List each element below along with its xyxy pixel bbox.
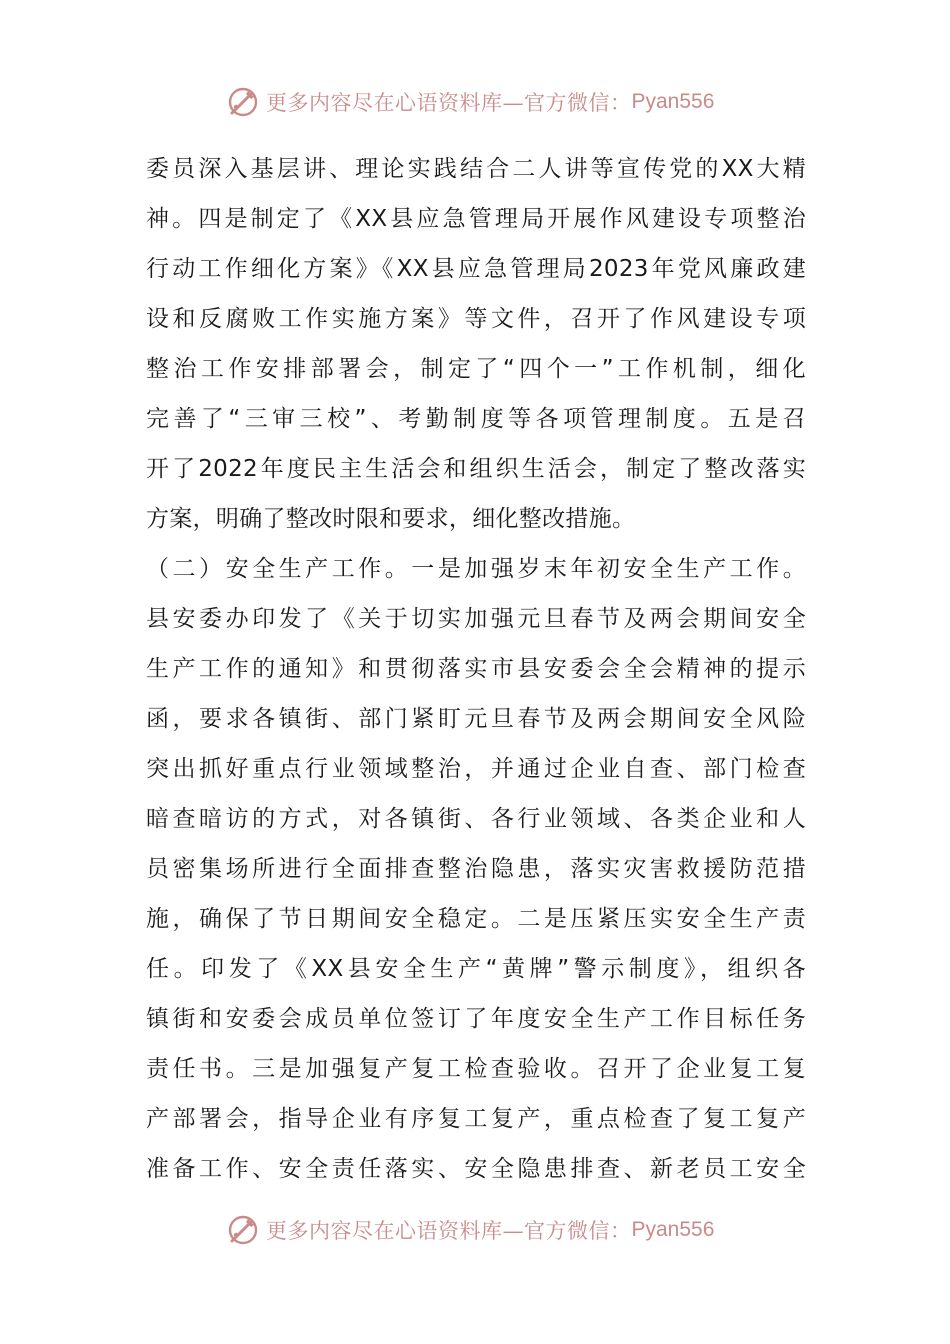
text-line: 开了2022年度民主生活会和组织生活会，制定了整改落实	[146, 456, 806, 482]
footer-watermark	[226, 1210, 714, 1250]
text-line: 产部署会，指导企业有序复工复产，重点检查了复工复产	[146, 1106, 806, 1132]
pen-logo-icon	[226, 85, 260, 119]
text-line: 任。印发了《XX县安全生产“黄牌”警示制度》，组织各	[146, 956, 806, 982]
text-line: 神。四是制定了《XX县应急管理局开展作风建设专项整治	[146, 206, 806, 232]
section-heading-line: （二）安全生产工作。一是加强岁末年初安全生产工作。	[146, 556, 806, 582]
watermark-text: 更多内容尽在心语资料库—官方微信：	[266, 91, 632, 115]
text-line: 暗查暗访的方式，对各镇街、各行业领域、各类企业和人	[146, 806, 806, 832]
header-watermark	[226, 82, 714, 122]
text-line: 完善了“三审三校”、考勤制度等各项管理制度。五是召	[146, 406, 806, 432]
text-line: 县安委办印发了《关于切实加强元旦春节及两会期间安全	[146, 606, 806, 632]
text-line: 施，确保了节日期间安全稳定。二是压紧压实安全生产责	[146, 906, 806, 932]
text-line: 镇街和安委会成员单位签订了年度安全生产工作目标任务	[146, 1006, 806, 1032]
document-body	[146, 144, 806, 1194]
text-line: 员密集场所进行全面排查整治隐患，落实灾害救援防范措	[146, 856, 806, 882]
text-line: 准备工作、安全责任落实、安全隐患排查、新老员工安全	[146, 1156, 806, 1182]
watermark-wechat-id: Pyan556	[631, 90, 715, 113]
watermark-text: 更多内容尽在心语资料库—官方微信：	[266, 1219, 632, 1243]
text-line: 函，要求各镇街、部门紧盯元旦春节及两会期间安全风险	[146, 706, 806, 732]
text-line: 突出抓好重点行业领域整治，并通过企业自查、部门检查	[146, 756, 806, 782]
watermark-wechat-id: Pyan556	[631, 1218, 715, 1241]
text-line: 设和反腐败工作实施方案》等文件，召开了作风建设专项	[146, 306, 806, 332]
text-line: 责任书。三是加强复产复工检查验收。召开了企业复工复	[146, 1056, 806, 1082]
text-line: 整治工作安排部署会，制定了“四个一”工作机制，细化	[146, 356, 806, 382]
text-line: 生产工作的通知》和贯彻落实市县安委会全会精神的提示	[146, 656, 806, 682]
pen-logo-icon	[226, 1213, 260, 1247]
text-line: 委员深入基层讲、理论实践结合二人讲等宣传党的XX大精	[146, 156, 806, 182]
text-line: 方案，明确了整改时限和要求，细化整改措施。	[146, 506, 636, 532]
text-line: 行动工作细化方案》《XX县应急管理局2023年党风廉政建	[146, 256, 806, 282]
